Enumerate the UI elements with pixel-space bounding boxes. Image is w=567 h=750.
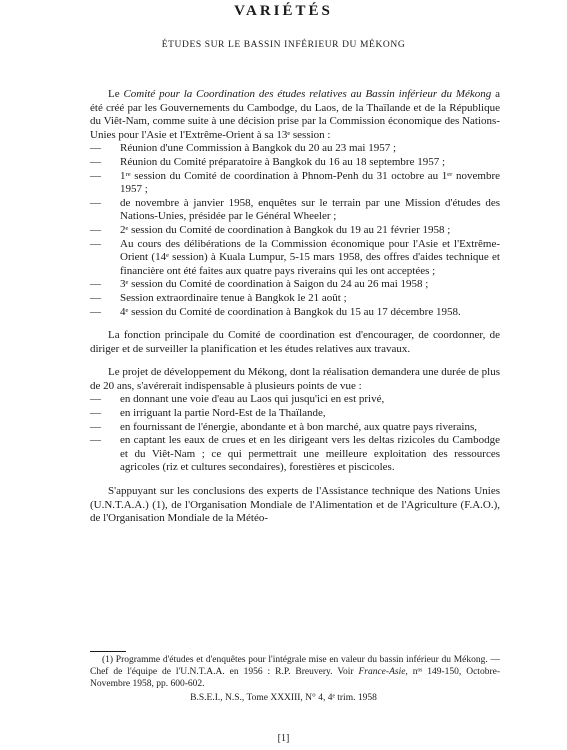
page-number: [1] xyxy=(277,733,290,744)
article-subtitle: ÉTUDES SUR LE BASSIN INFÉRIEUR DU MÉKONG xyxy=(161,40,406,50)
footnote xyxy=(90,654,500,690)
footnote-text-end: , nᵒˢ 149-150, Octobre-Novembre 1958, pp. 600-602. xyxy=(90,667,500,689)
list-item: — 1ʳᵉ session du Comité de coordination à Phnom-Penh du 31 octobre au 1ᵉʳ novembre 1957 ; xyxy=(90,170,500,197)
committee-name: Comité pour la Coordination des études relatives au Bassin inférieur du Mékong xyxy=(123,88,492,100)
list-item: — de novembre à janvier 1958, enquêtes sur le terrain par une Mission d'études des Nations-Unies, présidée par le Général Wheeler ; xyxy=(90,197,500,224)
list-item: — en irriguant la partie Nord-Est de la Thaïlande, xyxy=(90,407,500,421)
footnote-text-start: (1) Programme d'études et d'enquêtes pour l'intégrale mise en valeur du bassin inférieur du Mékong. — Chef de l'équipe de l'U.N.T.A.A. en 1956 : R.P. Breuvery. Voir xyxy=(90,655,500,677)
list-item: — Réunion du Comité préparatoire à Bangkok du 16 au 18 septembre 1957 ; xyxy=(90,156,500,170)
list-item: — en donnant une voie d'eau au Laos qui jusqu'ici en est privé, xyxy=(90,393,500,407)
journal-title: France-Asie xyxy=(358,667,406,677)
list-item: — 4ᵉ session du Comité de coordination à Bangkok du 15 au 17 décembre 1958. xyxy=(90,306,500,320)
article-body xyxy=(90,88,500,526)
section-title: VARIÉTÉS xyxy=(234,3,333,19)
list-item: — 2ᵉ session du Comité de coordination à Bangkok du 19 au 21 février 1958 ; xyxy=(90,224,500,238)
list-item: — en fournissant de l'énergie, abondante et à bon marché, aux quatre pays riverains, xyxy=(90,421,500,435)
list-item: — 3ᵉ session du Comité de coordination à Saigon du 24 au 26 mai 1958 ; xyxy=(90,278,500,292)
footnote-text xyxy=(90,654,500,690)
events-list xyxy=(90,142,500,319)
intro-paragraph xyxy=(90,88,500,142)
list-item: — Réunion d'une Commission à Bangkok du 20 au 23 mai 1957 ; xyxy=(90,142,500,156)
intro-text-end: a été créé par les Gouvernements du Cambodge, du Laos, de la Thaïlande et de la République du Viêt-Nam, comme suite à une décision prise par la Commission économique des Nations-Unies pour l'Asie et l'Extrême-Orient à sa 13ᵉ session : xyxy=(90,88,500,141)
footnote-divider xyxy=(90,651,126,652)
benefits-list xyxy=(90,393,500,475)
list-item: — en captant les eaux de crues et en les dirigeant vers les deltas rizicoles du Cambodge et du Viêt-Nam ; ce qui permettrait une meilleure exploitation des ressources agricoles (riz et cultures secondaires), forestières et piscicoles. xyxy=(90,434,500,475)
function-paragraph: La fonction principale du Comité de coordination est d'encourager, de coordonner, de diriger et de surveiller la planification et les études relatives aux travaux. xyxy=(90,329,500,355)
project-paragraph: Le projet de développement du Mékong, dont la réalisation demandera une durée de plus de 20 ans, s'avérerait indispensable à plusieurs points de vue : xyxy=(90,366,500,392)
list-item: — Au cours des délibérations de la Commission économique pour l'Asie et l'Extrême-Orient (14ᵉ session) à Kuala Lumpur, 5-15 mars 1958, des offres d'aides technique et financière ont été faites aux quatre pays riverains qui les ont acceptées ; xyxy=(90,238,500,279)
bulletin-citation: B.S.E.I., N.S., Tome XXXIII, N° 4, 4ᵉ trim. 1958 xyxy=(190,693,377,703)
intro-text-start: Le xyxy=(108,88,124,100)
experts-paragraph: S'appuyant sur les conclusions des experts de l'Assistance technique des Nations Unies (U.N.T.A.A.) (1), de l'Organisation Mondiale de l'Alimentation et de l'Agriculture (F.A.O.), de l'Organisation Mondiale de la Météo- xyxy=(90,485,500,525)
list-item: — Session extraordinaire tenue à Bangkok le 21 août ; xyxy=(90,292,500,306)
